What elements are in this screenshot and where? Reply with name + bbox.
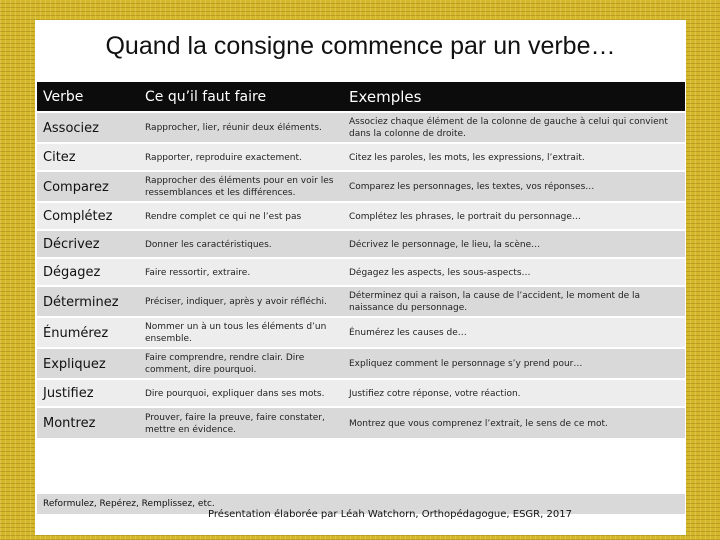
verbs-table <box>37 82 685 438</box>
table-row <box>37 286 685 317</box>
action-cell: Rapprocher, lier, réunir deux éléments. <box>139 112 343 143</box>
action-cell: Dire pourquoi, expliquer dans ses mots. <box>139 379 343 407</box>
verb-cell: Dégagez <box>37 258 139 286</box>
example-cell: Justifiez cotre réponse, votre réaction. <box>343 379 685 407</box>
table-row <box>37 143 685 171</box>
action-cell: Faire comprendre, rendre clair. Dire comment, dire pourquoi. <box>139 348 343 379</box>
table-row <box>37 230 685 258</box>
table-row <box>37 112 685 143</box>
verb-cell: Expliquez <box>37 348 139 379</box>
table-row <box>37 407 685 438</box>
verb-cell: Déterminez <box>37 286 139 317</box>
table-row <box>37 202 685 230</box>
example-cell: Décrivez le personnage, le lieu, la scène… <box>343 230 685 258</box>
action-cell: Prouver, faire la preuve, faire constater, mettre en évidence. <box>139 407 343 438</box>
verb-cell: Citez <box>37 143 139 171</box>
example-cell: Comparez les personnages, les textes, vos réponses… <box>343 171 685 202</box>
example-cell: Dégagez les aspects, les sous-aspects… <box>343 258 685 286</box>
action-cell: Nommer un à un tous les éléments d’un ensemble. <box>139 317 343 348</box>
action-cell: Faire ressortir, extraire. <box>139 258 343 286</box>
example-cell: Énumérez les causes de… <box>343 317 685 348</box>
header-exemples: Exemples <box>349 87 422 106</box>
verb-cell: Justifiez <box>37 379 139 407</box>
action-cell: Donner les caractéristiques. <box>139 230 343 258</box>
credit-line: Présentation élaborée par Léah Watchorn, Orthopédagogue, ESGR, 2017 <box>208 509 572 520</box>
table-header-row <box>37 82 685 112</box>
verb-cell: Énumérez <box>37 317 139 348</box>
verb-cell: Montrez <box>37 407 139 438</box>
header-ce-quil-faut-faire: Ce qu’il faut faire <box>145 88 267 105</box>
verb-cell: Comparez <box>37 171 139 202</box>
verb-cell: Associez <box>37 112 139 143</box>
action-cell: Rapporter, reproduire exactement. <box>139 143 343 171</box>
slide <box>35 20 686 535</box>
action-cell: Rapprocher des éléments pour en voir les ressemblances et les différences. <box>139 171 343 202</box>
table-row <box>37 171 685 202</box>
table-row <box>37 258 685 286</box>
example-cell: Complétez les phrases, le portrait du personnage… <box>343 202 685 230</box>
verb-cell: Complétez <box>37 202 139 230</box>
slide-title: Quand la consigne commence par un verbe… <box>105 32 616 60</box>
example-cell: Montrez que vous comprenez l’extrait, le sens de ce mot. <box>343 407 685 438</box>
example-cell: Citez les paroles, les mots, les expressions, l’extrait. <box>343 143 685 171</box>
example-cell: Expliquez comment le personnage s’y prend pour… <box>343 348 685 379</box>
example-cell: Associez chaque élément de la colonne de gauche à celui qui convient dans la colonne de droite. <box>343 112 685 143</box>
table-row <box>37 317 685 348</box>
table-footer-note: Reformulez, Repérez, Remplissez, etc. <box>37 494 685 514</box>
verb-cell: Décrivez <box>37 230 139 258</box>
table-row <box>37 348 685 379</box>
action-cell: Rendre complet ce qui ne l’est pas <box>139 202 343 230</box>
action-cell: Préciser, indiquer, après y avoir réfléchi. <box>139 286 343 317</box>
example-cell: Déterminez qui a raison, la cause de l’accident, le moment de la naissance du personnage. <box>343 286 685 317</box>
table-row <box>37 379 685 407</box>
header-verbe: Verbe <box>43 88 84 105</box>
